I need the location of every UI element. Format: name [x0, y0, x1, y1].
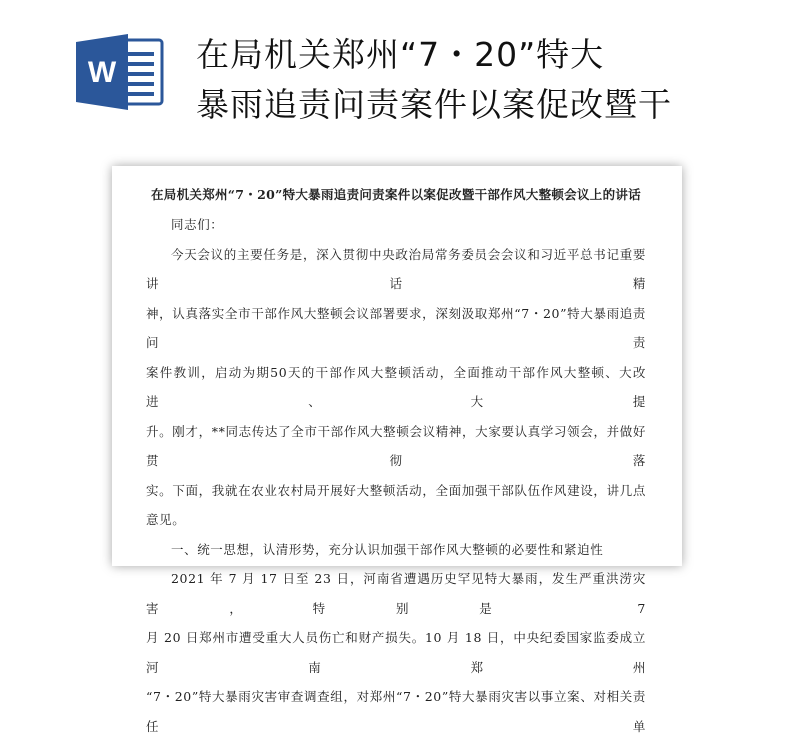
word-icon [74, 32, 166, 112]
paragraph-2-line: 2021 年 7 月 17 日至 23 日，河南省遭遇历史罕见特大暴雨，发生严重洪涝灾害，特别是 7 [146, 571, 646, 616]
paragraph-2-line: “7・20”特大暴雨灾害审查调查组，对郑州“7・20”特大暴雨灾害以事立案、对相关责任单 [146, 689, 646, 734]
paragraph-2-line: 月 20 日郑州市遭受重大人员伤亡和财产损失。10 月 18 日，中央纪委国家监委成立河南郑州 [146, 630, 646, 675]
page-title [196, 30, 776, 130]
paragraph-1-line: 升。刚才，**同志传达了全市干部作风大整顿会议精神，大家要认真学习领会，并做好贯彻落 [146, 423, 646, 468]
paragraph-1 [146, 240, 646, 535]
salutation: 同志们： [171, 217, 224, 232]
paragraph-1-line: 神，认真落实全市干部作风大整顿会议部署要求，深刻汲取郑州“7・20”特大暴雨追责问责 [146, 305, 646, 350]
document-heading: 在局机关郑州“7・20”特大暴雨追责问责案件以案促改暨干部作风大整顿会议上的讲话 [151, 187, 641, 202]
paragraph-2 [146, 564, 646, 741]
paragraph-1-line: 实。下面，我就在农业农村局开展好大整顿活动，全面加强干部队伍作风建设，讲几点意见。 [146, 482, 646, 527]
section-heading-1: 一、统一思想，认清形势，充分认识加强干部作风大整顿的必要性和紧迫性 [171, 541, 604, 557]
title-line-2: 暴雨追责问责案件以案促改暨干 [196, 85, 672, 124]
document-body [146, 180, 646, 741]
paragraph-1-line: 今天会议的主要任务是，深入贯彻中央政治局常务委员会会议和习近平总书记重要讲话精 [146, 246, 646, 291]
title-line-1: 在局机关郑州“7・20”特大 [196, 35, 605, 74]
document-page [112, 166, 682, 734]
paragraph-1-line: 案件教训，启动为期50天的干部作风大整顿活动，全面推动干部作风大整顿、大改进、大提 [146, 364, 646, 409]
word-icon-letter: W [87, 56, 117, 89]
header [0, 0, 800, 150]
